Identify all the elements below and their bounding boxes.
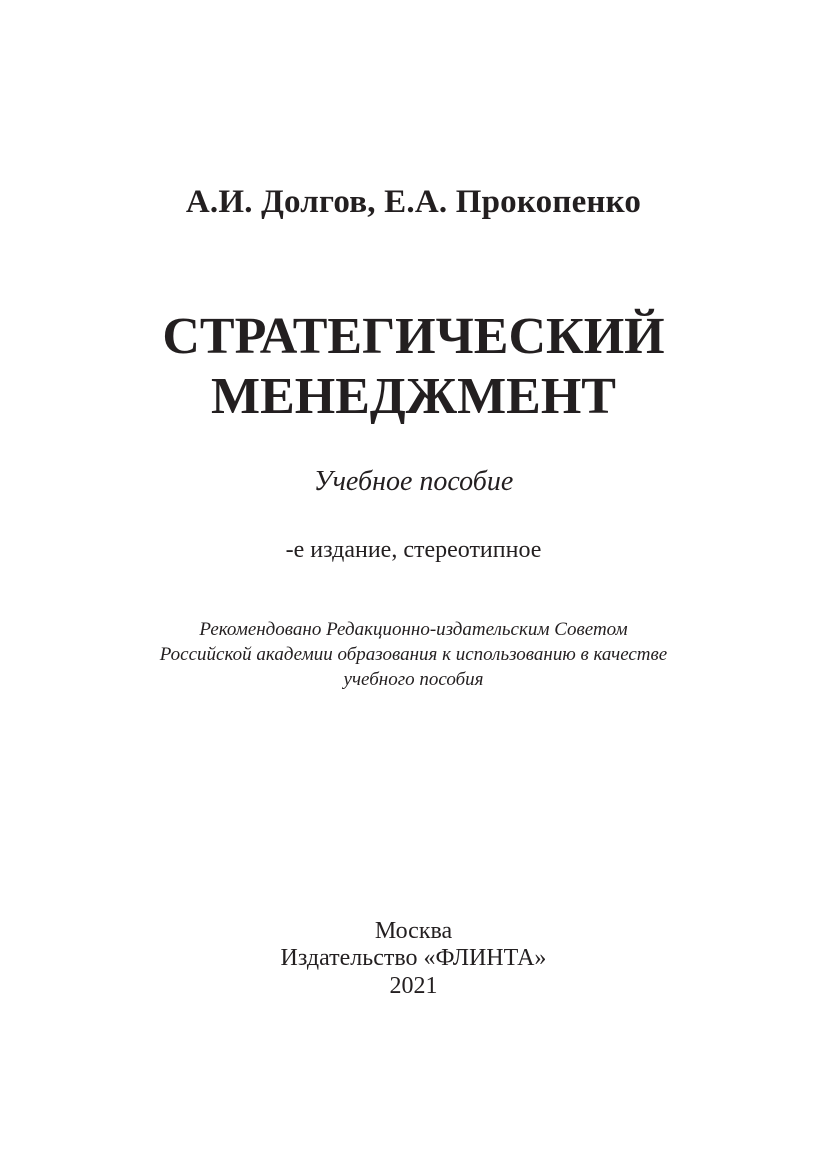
imprint-year: 2021 [389, 973, 438, 999]
authors: А.И. Долгов, Е.А. Прокопенко [185, 184, 642, 220]
imprint-city: Москва [374, 918, 453, 944]
imprint-publisher: Издательство «ФЛИНТА» [280, 945, 547, 971]
recommendation-line-3: учебного пособия [343, 669, 484, 690]
book-subtitle: Учебное пособие [313, 466, 514, 497]
book-title-line-2: МЕНЕДЖМЕНТ [211, 368, 616, 425]
edition-note: -е издание, стереотипное [285, 537, 542, 563]
book-title-line-1: СТРАТЕГИЧЕСКИЙ [162, 308, 665, 365]
recommendation-line-2: Российской академии образования к использованию в качестве [159, 644, 668, 665]
recommendation-line-1: Рекомендовано Редакционно-издательским Советом [199, 619, 628, 640]
